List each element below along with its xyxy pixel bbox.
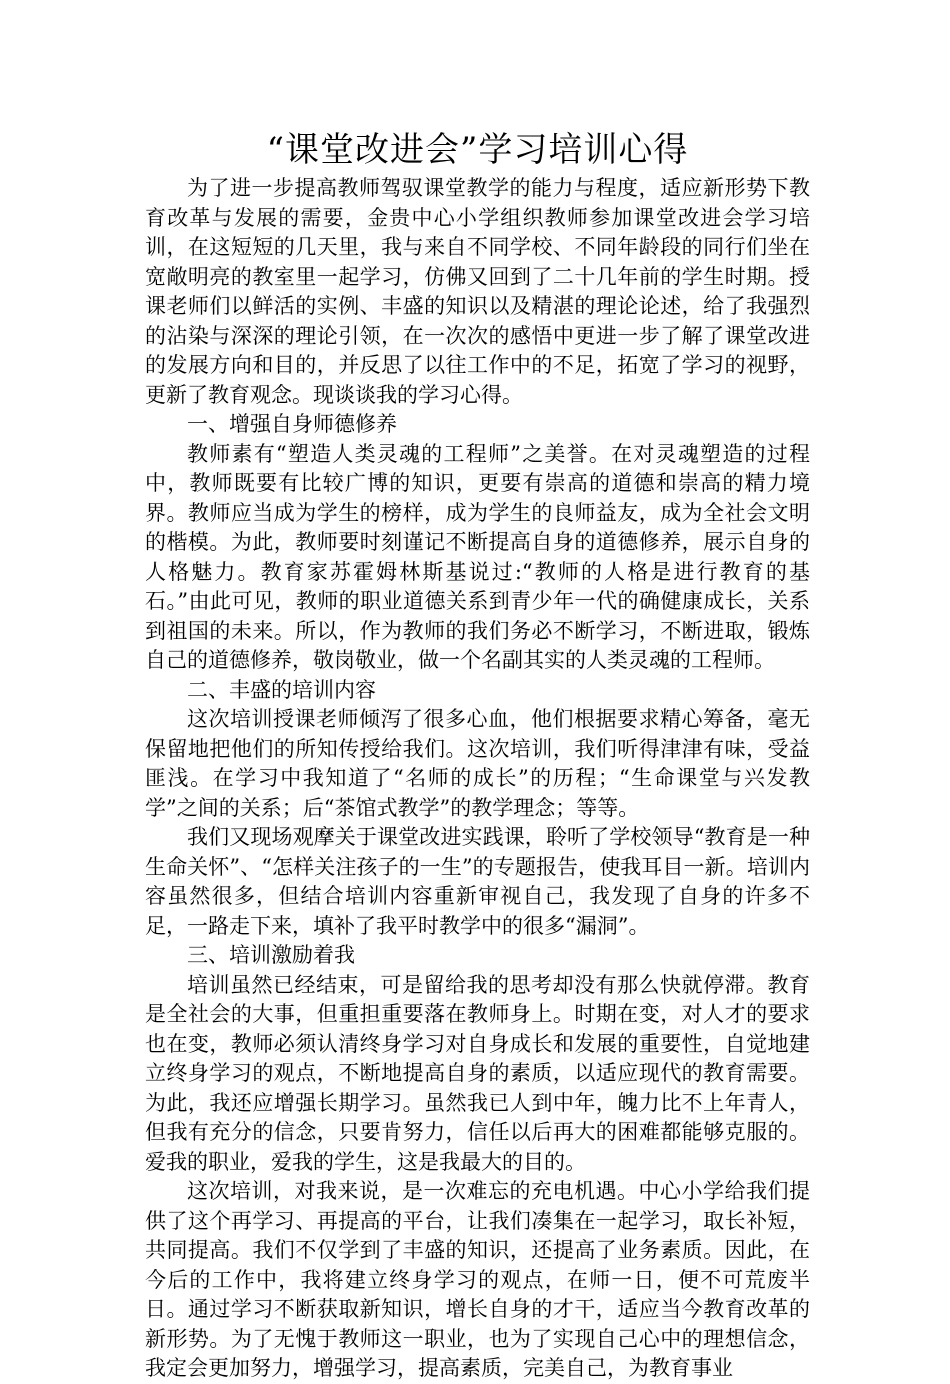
section-heading-1: 一、增强自身师德修养 <box>187 412 397 436</box>
paragraph-content-2: 我们又现场观摩关于课堂改进实践课，聆听了学校领导“教育是一种生命关怀”、“怎样关注孩子的一生”的专题报告，使我耳目一新。培训内容虽然很多，但结合培训内容重新审视自己，我发现了自身的许多不足，一路走下来，填补了我平时教学中的很多“漏洞”。 <box>145 825 810 938</box>
paragraph-motivation: 培训虽然已经结束，可是留给我的思考却没有那么快就停滞。教育是全社会的大事，但重担重要落在教师身上。时期在变，对人才的要求也在变，教师必须认清终身学习对自身成长和发展的重要性，自觉地建立终身学习的观点，不断地提高自身的素质，以适应现代的教育需要。为此，我还应增强长期学习。虽然我已人到中年，魄力比不上年青人，但我有充分的信念，只要肯努力，信任以后再大的困难都能够克服的。爱我的职业，爱我的学生，这是我最大的目的。 <box>145 972 810 1174</box>
paragraph-intro: 为了进一步提高教师驾驭课堂教学的能力与程度，适应新形势下教育改革与发展的需要，金贵中心小学组织教师参加课堂改进会学习培训，在这短短的几天里，我与来自不同学校、不同年龄段的同行们坐在宽敞明亮的教室里一起学习，仿佛又回到了二十几年前的学生时期。授课老师们以鲜活的实例、丰盛的知识以及精湛的理论论述，给了我强烈的沾染与深深的理论引领，在一次次的感悟中更进一步了解了课堂改进的发展方向和目的，并反思了以往工作中的不足，拓宽了学习的视野，更新了教育观念。现谈谈我的学习心得。 <box>145 176 810 407</box>
paragraph-ethics: 教师素有“塑造人类灵魂的工程师”之美誉。在对灵魂塑造的过程中，教师既要有比较广博的知识，更要有崇高的道德和崇高的精力境界。教师应当成为学生的榜样，成为学生的良师益友，成为全社会文明的楷模。为此，教师要时刻谨记不断提高自身的道德修养，展示自身的人格魅力。教育家苏霍姆林斯基说过:“教师的人格是进行教育的基石。”由此可见，教师的职业道德关系到青少年一代的确健康成长，关系到祖国的未来。所以，作为教师的我们务必不断学习，不断进取，锻炼自己的道德修养，敬岗敬业，做一个名副其实的人类灵魂的工程师。 <box>145 441 810 672</box>
paragraph-content-1: 这次培训授课老师倾泻了很多心血，他们根据要求精心筹备，毫无保留地把他们的所知传授给我们。这次培训，我们听得津津有味，受益匪浅。在学习中我知道了“名师的成长”的历程；“生命课堂与兴发教学”之间的关系；后“茶馆式教学”的教学理念；等等。 <box>145 707 810 820</box>
section-heading-3: 三、培训激励着我 <box>187 943 355 967</box>
section-heading-2: 二、丰盛的培训内容 <box>187 677 376 702</box>
document-page <box>145 126 810 1384</box>
paragraph-conclusion: 这次培训，对我来说，是一次难忘的充电机遇。中心小学给我们提供了这个再学习、再提高的平台，让我们凑集在一起学习，取长补短，共同提高。我们不仅学到了丰盛的知识，还提高了业务素质。因此，在今后的工作中，我将建立终身学习的观点，在师一日，便不可荒废半日。通过学习不断获取新知识，增长自身的才干，适应当今教育改革的新形势。为了无愧于教师这一职业，也为了实现自己心中的理想信念，我定会更加努力，增强学习，提高素质，完美自己，为教育事业 <box>145 1179 810 1380</box>
document-title: “课堂改进会”学习培训心得 <box>266 130 689 170</box>
